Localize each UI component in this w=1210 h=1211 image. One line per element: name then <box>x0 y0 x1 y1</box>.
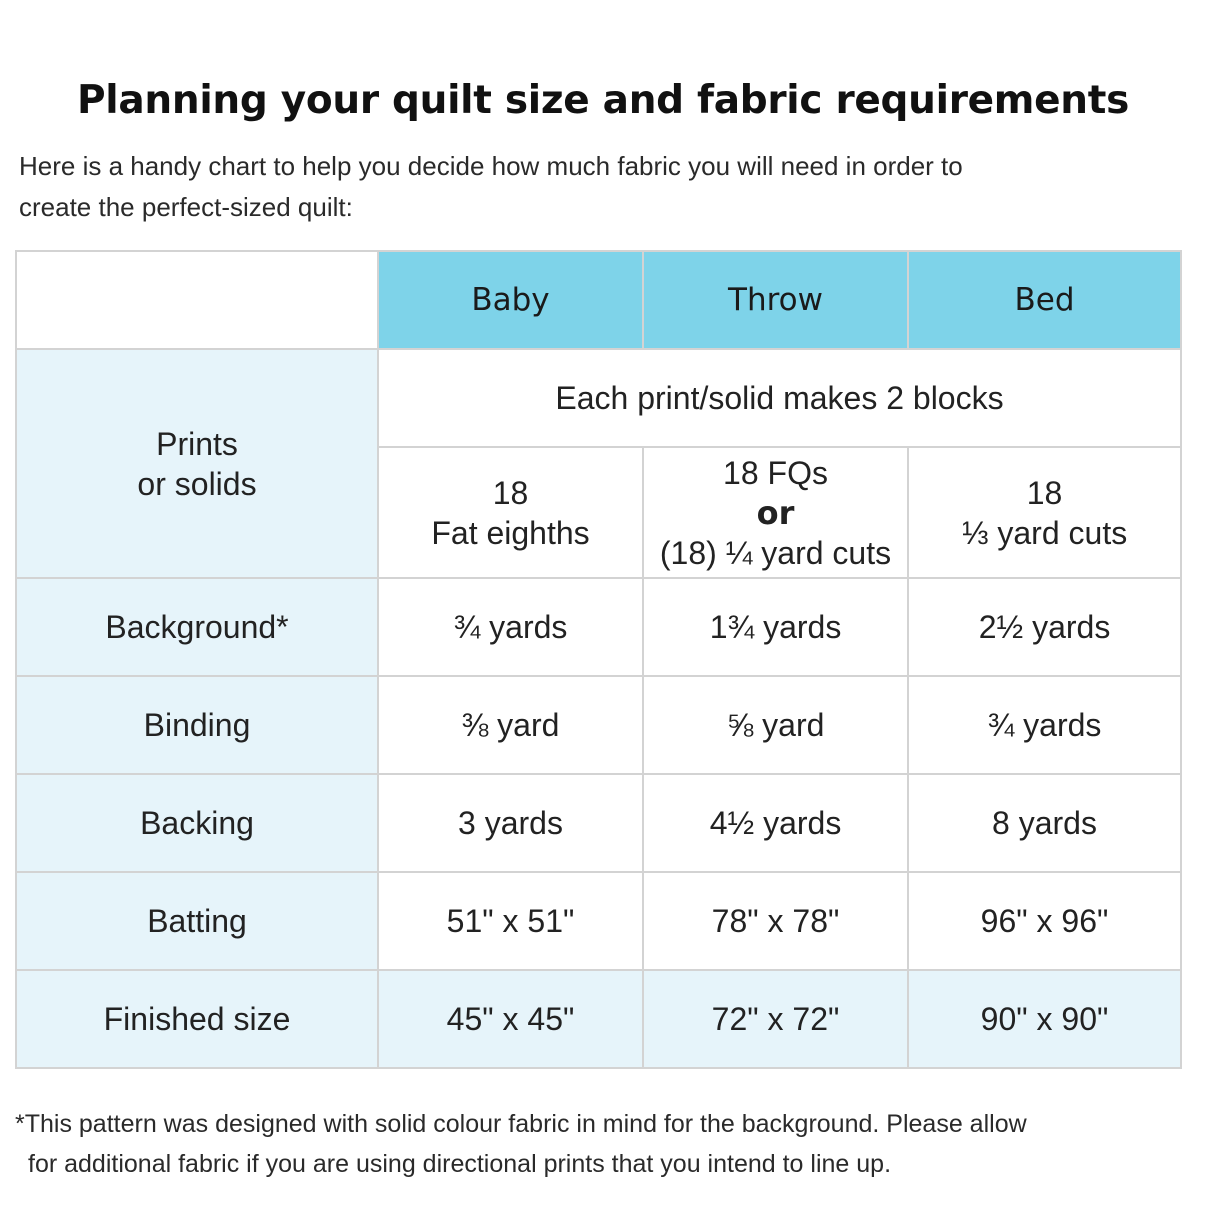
header-row <box>16 251 1181 349</box>
table-cell: 78" x 78" <box>643 872 908 970</box>
prints-throw-option-1: 18 FQs <box>723 454 828 491</box>
prints-baby-count: 18 <box>492 474 529 511</box>
table-cell: ⅜ yard <box>378 676 643 774</box>
table-cell: 2½ yards <box>908 578 1181 676</box>
table-row-binding <box>16 676 1181 774</box>
row-label-backing: Backing <box>16 774 378 872</box>
row-label-binding: Binding <box>16 676 378 774</box>
row-label-batting: Batting <box>16 872 378 970</box>
table-cell: 1¾ yards <box>643 578 908 676</box>
page-title: Planning your quilt size and fabric requirements <box>77 78 1129 123</box>
fabric-requirements-table <box>15 250 1182 1069</box>
row-label-prints <box>16 349 378 578</box>
prints-throw-option-2: (18) ¼ yard cuts <box>659 534 892 571</box>
header-corner-cell <box>16 251 378 349</box>
table-row-backing <box>16 774 1181 872</box>
table-cell: ¾ yards <box>378 578 643 676</box>
intro-text <box>19 146 1099 228</box>
table-row-prints-note <box>16 349 1181 447</box>
column-header-baby: Baby <box>378 251 643 349</box>
table-cell: 3 yards <box>378 774 643 872</box>
footnote-line-2: for additional fabric if you are using directional prints that you intend to line up. <box>28 1150 892 1178</box>
table-cell: 72" x 72" <box>643 970 908 1068</box>
row-label-finished-size: Finished size <box>16 970 378 1068</box>
intro-line-2: create the perfect-sized quilt: <box>19 192 353 222</box>
row-label-prints-line-1: Prints <box>156 425 238 462</box>
prints-cell-throw <box>643 447 908 578</box>
table-cell: 45" x 45" <box>378 970 643 1068</box>
column-header-throw: Throw <box>643 251 908 349</box>
prints-baby-type: Fat eighths <box>431 514 590 551</box>
row-label-background: Background* <box>16 578 378 676</box>
prints-bed-count: 18 <box>1026 474 1063 511</box>
table-cell: 51" x 51" <box>378 872 643 970</box>
row-label-prints-line-2: or solids <box>137 465 257 502</box>
prints-throw-or: or <box>756 493 795 532</box>
table-cell: 96" x 96" <box>908 872 1181 970</box>
prints-bed-type: ⅓ yard cuts <box>961 514 1128 551</box>
table-row-finished-size <box>16 970 1181 1068</box>
prints-cell-baby <box>378 447 643 578</box>
column-header-bed: Bed <box>908 251 1181 349</box>
table-cell: 8 yards <box>908 774 1181 872</box>
table-cell: ⅝ yard <box>643 676 908 774</box>
table-cell: 90" x 90" <box>908 970 1181 1068</box>
table-cell: 4½ yards <box>643 774 908 872</box>
footnote-line-1: *This pattern was designed with solid colour fabric in mind for the background. Please allow <box>15 1110 1027 1138</box>
table-cell: ¾ yards <box>908 676 1181 774</box>
intro-line-1: Here is a handy chart to help you decide how much fabric you will need in order to <box>19 151 963 181</box>
footnote <box>15 1104 1185 1184</box>
prints-cell-bed <box>908 447 1181 578</box>
prints-merged-note: Each print/solid makes 2 blocks <box>378 349 1181 447</box>
table-row-background <box>16 578 1181 676</box>
table-row-batting <box>16 872 1181 970</box>
